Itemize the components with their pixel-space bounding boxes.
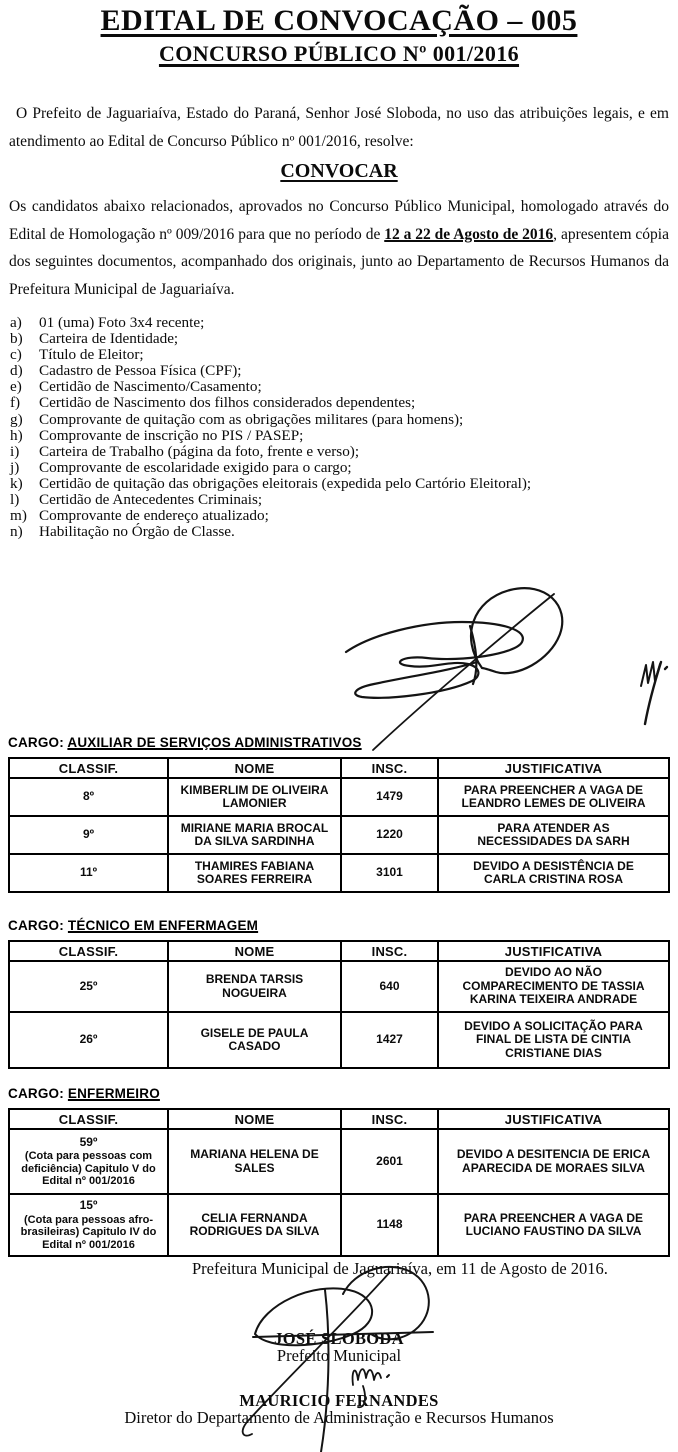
table-header-row bbox=[9, 941, 669, 961]
section-tecnico-enfermagem bbox=[8, 918, 670, 1069]
table-header-row bbox=[9, 1109, 669, 1129]
header-justificativa: JUSTIFICATIVA bbox=[438, 941, 669, 961]
intro-paragraph: O Prefeito de Jaguariaíva, Estado do Paraná, Senhor José Sloboda, no uso das atribuições legais, e em atendimento ao Edital de Concurso Público nº 001/2016, resolve: bbox=[9, 105, 669, 150]
checklist-item: d) Cadastro de Pessoa Física (CPF); bbox=[10, 362, 242, 380]
header-nome: NOME bbox=[168, 941, 341, 961]
cargo-label: CARGO: bbox=[8, 918, 64, 933]
table-row: 11º THAMIRES FABIANA SOARES FERREIRA 3101 DEVIDO A DESISTÊNCIA DE CARLA CRISTINA ROSA bbox=[9, 854, 669, 892]
header-justificativa: JUSTIFICATIVA bbox=[438, 1109, 669, 1129]
cargo-name: ENFERMEIRO bbox=[67, 1086, 160, 1101]
signer-role-prefeito: Prefeito Municipal bbox=[276, 1346, 402, 1365]
body-text-post: , apresentem cópia dos seguintes documentos, acompanhado dos originais, junto ao Departamento de Recursos Humanos da Prefeitura Municipal de Jaguariaíva. bbox=[9, 225, 669, 298]
header-nome: NOME bbox=[168, 758, 341, 778]
header-classif: CLASSIF. bbox=[9, 758, 168, 778]
convocation-table-auxiliar bbox=[8, 757, 670, 893]
body-text-pre: Os candidatos abaixo relacionados, aprovados no Concurso Público Municipal, homologado através do Edital de Homologação nº 009/2016 para que no período de bbox=[9, 198, 669, 243]
cargo-heading bbox=[8, 1086, 670, 1101]
section-enfermeiro bbox=[8, 1086, 670, 1257]
cargo-name: AUXILIAR DE SERVIÇOS ADMINISTRATIVOS bbox=[67, 735, 362, 750]
cargo-name: TÉCNICO EM ENFERMAGEM bbox=[67, 918, 259, 933]
classif-value: 15º bbox=[79, 1198, 98, 1212]
body-highlighted-dates: 12 a 22 de Agosto de 2016 bbox=[384, 225, 554, 243]
signature-scribble-top bbox=[332, 576, 632, 758]
checklist-item: g) Comprovante de quitação com as obrigações militares (para homens); bbox=[10, 410, 464, 428]
table-header-row bbox=[9, 758, 669, 778]
checklist-item: m) Comprovante de endereço atualizado; bbox=[10, 507, 269, 525]
header-classif: CLASSIF. bbox=[9, 941, 168, 961]
checklist-item: n) Habilitação no Órgão de Classe. bbox=[10, 523, 235, 541]
checklist-item: b) Carteira de Identidade; bbox=[10, 330, 179, 348]
date-line: Prefeitura Municipal de Jaguariaíva, em 11 de Agosto de 2016. bbox=[192, 1259, 608, 1278]
checklist-item: h) Comprovante de inscrição no PIS / PASEP; bbox=[10, 426, 304, 444]
checklist-item: k) Certidão de quitação das obrigações eleitorais (expedida pelo Cartório Eleitoral); bbox=[10, 474, 532, 492]
body-paragraph bbox=[9, 193, 669, 303]
header-justificativa: JUSTIFICATIVA bbox=[438, 758, 669, 778]
table-row: 26º GISELE DE PAULA CASADO 1427 DEVIDO A SOLICITAÇÃO PARA FINAL DE LISTA DE CINTIA CRISTIANE DIAS bbox=[9, 1012, 669, 1068]
document-checklist bbox=[10, 315, 672, 540]
header-nome: NOME bbox=[168, 1109, 341, 1129]
cargo-heading bbox=[8, 735, 670, 750]
convocar-heading: CONVOCAR bbox=[280, 160, 398, 182]
checklist-item: j) Comprovante de escolaridade exigido para o cargo; bbox=[10, 458, 352, 476]
header-insc: INSC. bbox=[341, 941, 438, 961]
checklist-item: c) Título de Eleitor; bbox=[10, 346, 144, 364]
checklist-item: i) Carteira de Trabalho (página da foto, frente e verso); bbox=[10, 442, 360, 460]
table-row: 25º BRENDA TARSIS NOGUEIRA 640 DEVIDO AO NÃO COMPARECIMENTO DE TASSIA KARINA TEIXEIRA ANDRADE bbox=[9, 961, 669, 1012]
table-row: 9º MIRIANE MARIA BROCAL DA SILVA SARDINHA 1220 PARA ATENDER AS NECESSIDADES DA SARH bbox=[9, 816, 669, 854]
header-classif: CLASSIF. bbox=[9, 1109, 168, 1129]
signer-name-mauricio-fernandes: MAURICIO FERNANDES bbox=[239, 1391, 439, 1410]
checklist-item: l) Certidão de Antecedentes Criminais; bbox=[10, 491, 263, 509]
table-row: 15º (Cota para pessoas afro-brasileiras) Capitulo IV do Edital nº 001/2016 CELIA FERNANDA RODRIGUES DA SILVA 1148 PARA PREENCHER A VAGA DE LUCIANO FAUSTINO DA SILVA bbox=[9, 1194, 669, 1256]
classif-value: 59º bbox=[79, 1134, 98, 1149]
signer-role-diretor: Diretor do Departamento de Administração e Recursos Humanos bbox=[124, 1408, 554, 1427]
classif-note: (Cota para pessoas com deficiência) Capitulo V do Edital nº 001/2016 bbox=[21, 1150, 156, 1187]
cargo-label: CARGO: bbox=[8, 1086, 64, 1101]
classif-note: (Cota para pessoas afro-brasileiras) Capitulo IV do Edital nº 001/2016 bbox=[20, 1213, 157, 1251]
checklist-item: a) 01 (uma) Foto 3x4 recente; bbox=[10, 314, 205, 331]
table-row: 8º KIMBERLIM DE OLIVEIRA LAMONIER 1479 PARA PREENCHER A VAGA DE LEANDRO LEMES DE OLIVEIRA bbox=[9, 778, 669, 816]
signer-name-jose-sloboda: JOSÉ SLOBODA bbox=[274, 1329, 404, 1348]
doc-title: EDITAL DE CONVOCAÇÃO – 005 bbox=[100, 4, 578, 37]
convocation-table-tecnico bbox=[8, 940, 670, 1069]
checklist-item: e) Certidão de Nascimento/Casamento; bbox=[10, 378, 262, 396]
cargo-heading bbox=[8, 918, 670, 933]
doc-subtitle: CONCURSO PÚBLICO Nº 001/2016 bbox=[158, 41, 520, 66]
paraph-mark bbox=[633, 652, 675, 734]
checklist-item: f) Certidão de Nascimento dos filhos considerados dependentes; bbox=[10, 394, 416, 412]
table-row: 59º (Cota para pessoas com deficiência) Capitulo V do Edital nº 001/2016 MARIANA HELENA DE SALES 2601 DEVIDO A DESITENCIA DE ERICA APARECIDA DE MORAES SILVA bbox=[9, 1129, 669, 1194]
header-insc: INSC. bbox=[341, 758, 438, 778]
cargo-label: CARGO: bbox=[8, 735, 64, 750]
section-auxiliar bbox=[8, 735, 670, 893]
convocation-table-enfermeiro bbox=[8, 1108, 670, 1257]
header-insc: INSC. bbox=[341, 1109, 438, 1129]
